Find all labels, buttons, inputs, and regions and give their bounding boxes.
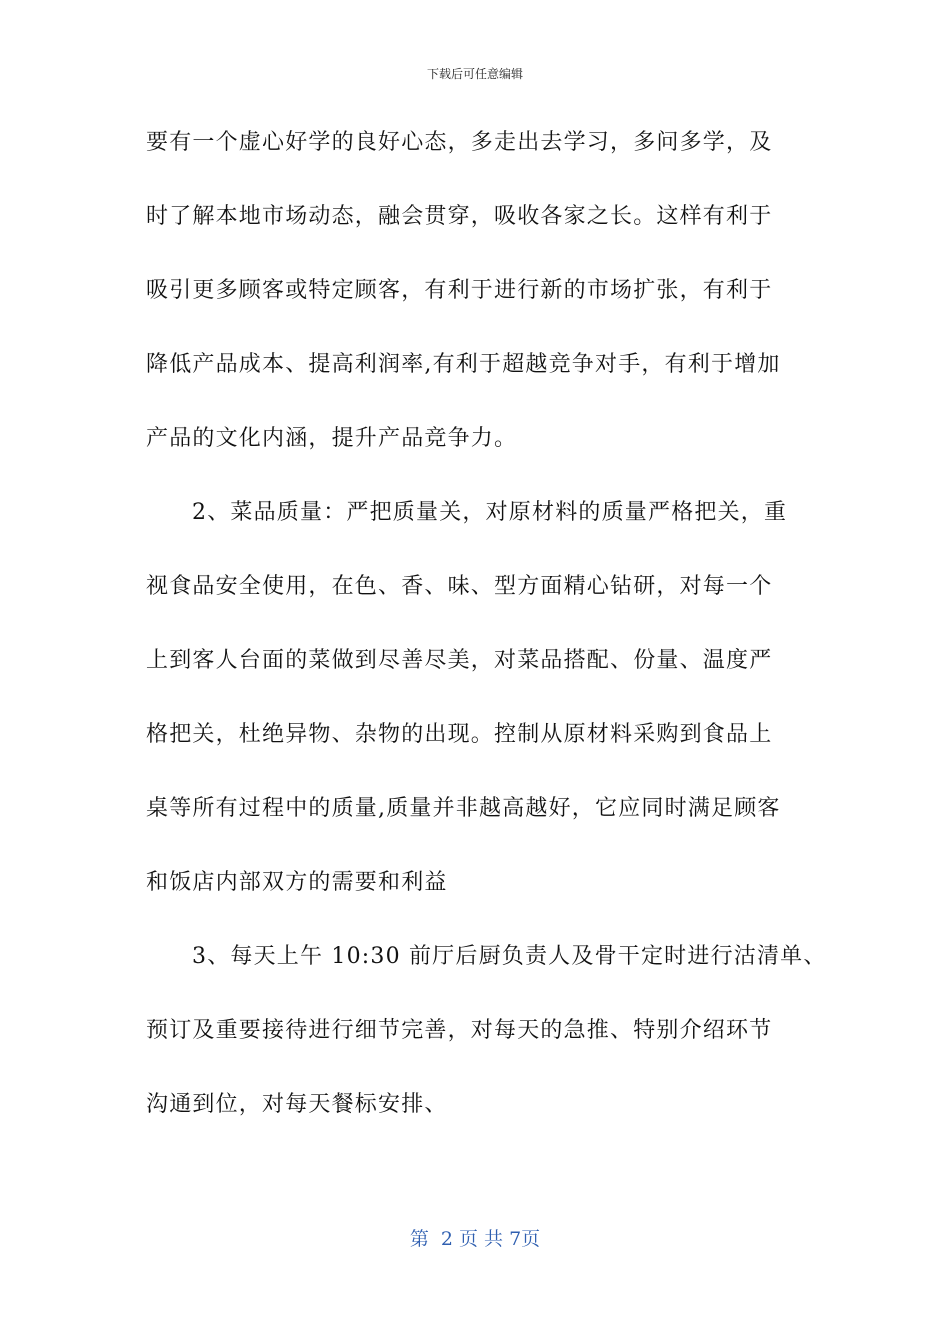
body-line: 上到客人台面的菜做到尽善尽美，对菜品搭配、份量、温度严 bbox=[146, 648, 773, 673]
paragraph-start-line: 3、每天上午 10:30 前厅后厨负责人及骨干定时进行沽清单、 bbox=[192, 944, 827, 969]
body-line: 产品的文化内涵，提升产品竞争力。 bbox=[146, 426, 518, 451]
body-line: 要有一个虚心好学的良好心态，多走出去学习，多问多学，及 bbox=[146, 130, 773, 155]
body-line: 时了解本地市场动态，融会贯穿，吸收各家之长。这样有利于 bbox=[146, 204, 773, 229]
body-line: 格把关，杜绝异物、杂物的出现。控制从原材料采购到食品上 bbox=[146, 722, 773, 747]
body-line: 吸引更多顾客或特定顾客，有利于进行新的市场扩张，有利于 bbox=[146, 278, 773, 303]
page-number-footer: 第 2 页 共 7页 bbox=[409, 1228, 541, 1250]
page-header-note: 下载后可任意编辑 bbox=[426, 67, 523, 81]
body-line: 视食品安全使用，在色、香、味、型方面精心钻研，对每一个 bbox=[146, 574, 773, 599]
body-line: 和饭店内部双方的需要和利益 bbox=[146, 870, 448, 895]
body-line: 沟通到位，对每天餐标安排、 bbox=[146, 1092, 448, 1117]
paragraph-start-line: 2、菜品质量：严把质量关，对原材料的质量严格把关，重 bbox=[192, 500, 788, 525]
body-line: 降低产品成本、提高利润率,有利于超越竞争对手，有利于增加 bbox=[146, 352, 781, 377]
body-line: 桌等所有过程中的质量,质量并非越高越好，它应同时满足顾客 bbox=[146, 796, 781, 821]
body-line: 预订及重要接待进行细节完善，对每天的急推、特别介绍环节 bbox=[146, 1018, 773, 1043]
